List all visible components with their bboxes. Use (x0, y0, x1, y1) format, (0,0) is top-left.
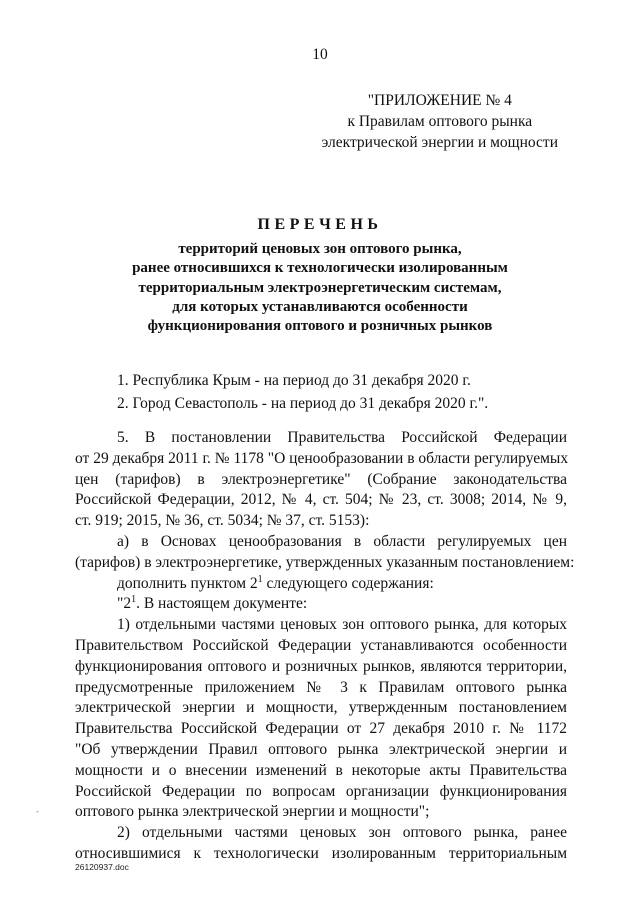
paragraph-2-1 (75, 594, 567, 615)
superscript: 1 (131, 594, 137, 606)
territory-list (117, 369, 488, 415)
document-subtitle (0, 240, 640, 336)
appendix-header (322, 90, 558, 153)
text-run: "2 (117, 595, 132, 613)
text-line: 2) отдельными частями ценовых зон оптового рынка, ранее (117, 824, 567, 842)
text-run: . В настоящем документе: (136, 595, 308, 613)
text-line: функционирования оптового и розничных рынков, являются территории, (75, 657, 567, 675)
text-line: мощности и о внесении изменений в некоторые акты Правительства (75, 761, 567, 779)
text-line: Правительством Российской Федерации устанавливаются особенности (75, 636, 567, 654)
subtitle-line: территорий ценовых зон оптового рынка, (178, 241, 462, 257)
text-line: относившимися к технологически изолированным территориальным (75, 844, 567, 862)
paragraph-add (75, 574, 567, 595)
page-number: 10 (312, 46, 328, 63)
subtitle-line: для которых устанавливаются особенности (172, 298, 468, 315)
text-line: (тарифов) в электроэнергетике, утвержденных указанным постановлением: (75, 553, 575, 571)
appendix-line-2: к Правилам оптового рынка (347, 113, 533, 130)
text-line: Российской Федерации, 2012, № 4, ст. 504; № 23, ст. 3008; 2014, № 9, (75, 491, 567, 509)
paragraph-a (75, 532, 575, 574)
text-line: а) в Основах ценообразования в области регулируемых цен (117, 532, 567, 550)
text-line: 1) отдельными частями ценовых зон оптового рынка, для которых (117, 616, 567, 634)
body-text (75, 428, 575, 865)
text-line: 5. В постановлении Правительства Российской Федерации (117, 429, 567, 446)
text-line: ст. 919; 2015, № 36, ст. 5034; № 37, ст. 5153): (75, 512, 370, 530)
text-line: от 29 декабря 2011 г. № 1178 "О ценообразовании в области регулируемых (75, 449, 569, 467)
text-line: предусмотренные приложением № 3 к Правилам оптового рынка (75, 678, 567, 696)
text-line: электрической энергии и мощности, утвержденным постановлением (75, 699, 567, 717)
text-line: Российской Федерации по вопросам организации функционирования (75, 782, 567, 800)
paragraph-1 (75, 615, 567, 823)
text-line: "Об утверждении Правил оптового рынка электрической энергии и (75, 740, 567, 758)
text-line: оптового рынка электрической энергии и мощности"; (75, 803, 430, 821)
list-item: 2. Город Севастополь - на период до 31 декабря 2020 г.". (117, 395, 489, 412)
text-run: следующего содержания: (262, 574, 434, 592)
footer-filename: 26120937.doc (75, 862, 129, 872)
paragraph-5 (75, 428, 567, 532)
subtitle-line: функционирования оптового и розничных рынков (147, 318, 493, 335)
text-run: дополнить пунктом 2 (117, 574, 258, 592)
list-item: 1. Республика Крым - на период до 31 декабря 2020 г. (117, 372, 471, 389)
superscript: 1 (257, 573, 263, 585)
subtitle-line: территориальным электроэнергетическим системам, (138, 279, 502, 296)
paragraph-2 (75, 823, 567, 865)
margin-tick: - (36, 806, 39, 816)
appendix-line-1: "ПРИЛОЖЕНИЕ № 4 (367, 92, 512, 109)
text-line: Правительства Российской Федерации от 27 декабря 2010 г. № 1172 (75, 720, 567, 738)
subtitle-line: ранее относившихся к технологически изолированным (132, 260, 508, 277)
document-title: ПЕРЕЧЕНЬ (257, 216, 383, 233)
appendix-line-3: электрической энергии и мощности (321, 134, 558, 151)
text-line: цен (тарифов) в электроэнергетике" (Собрание законодательства (75, 470, 567, 488)
